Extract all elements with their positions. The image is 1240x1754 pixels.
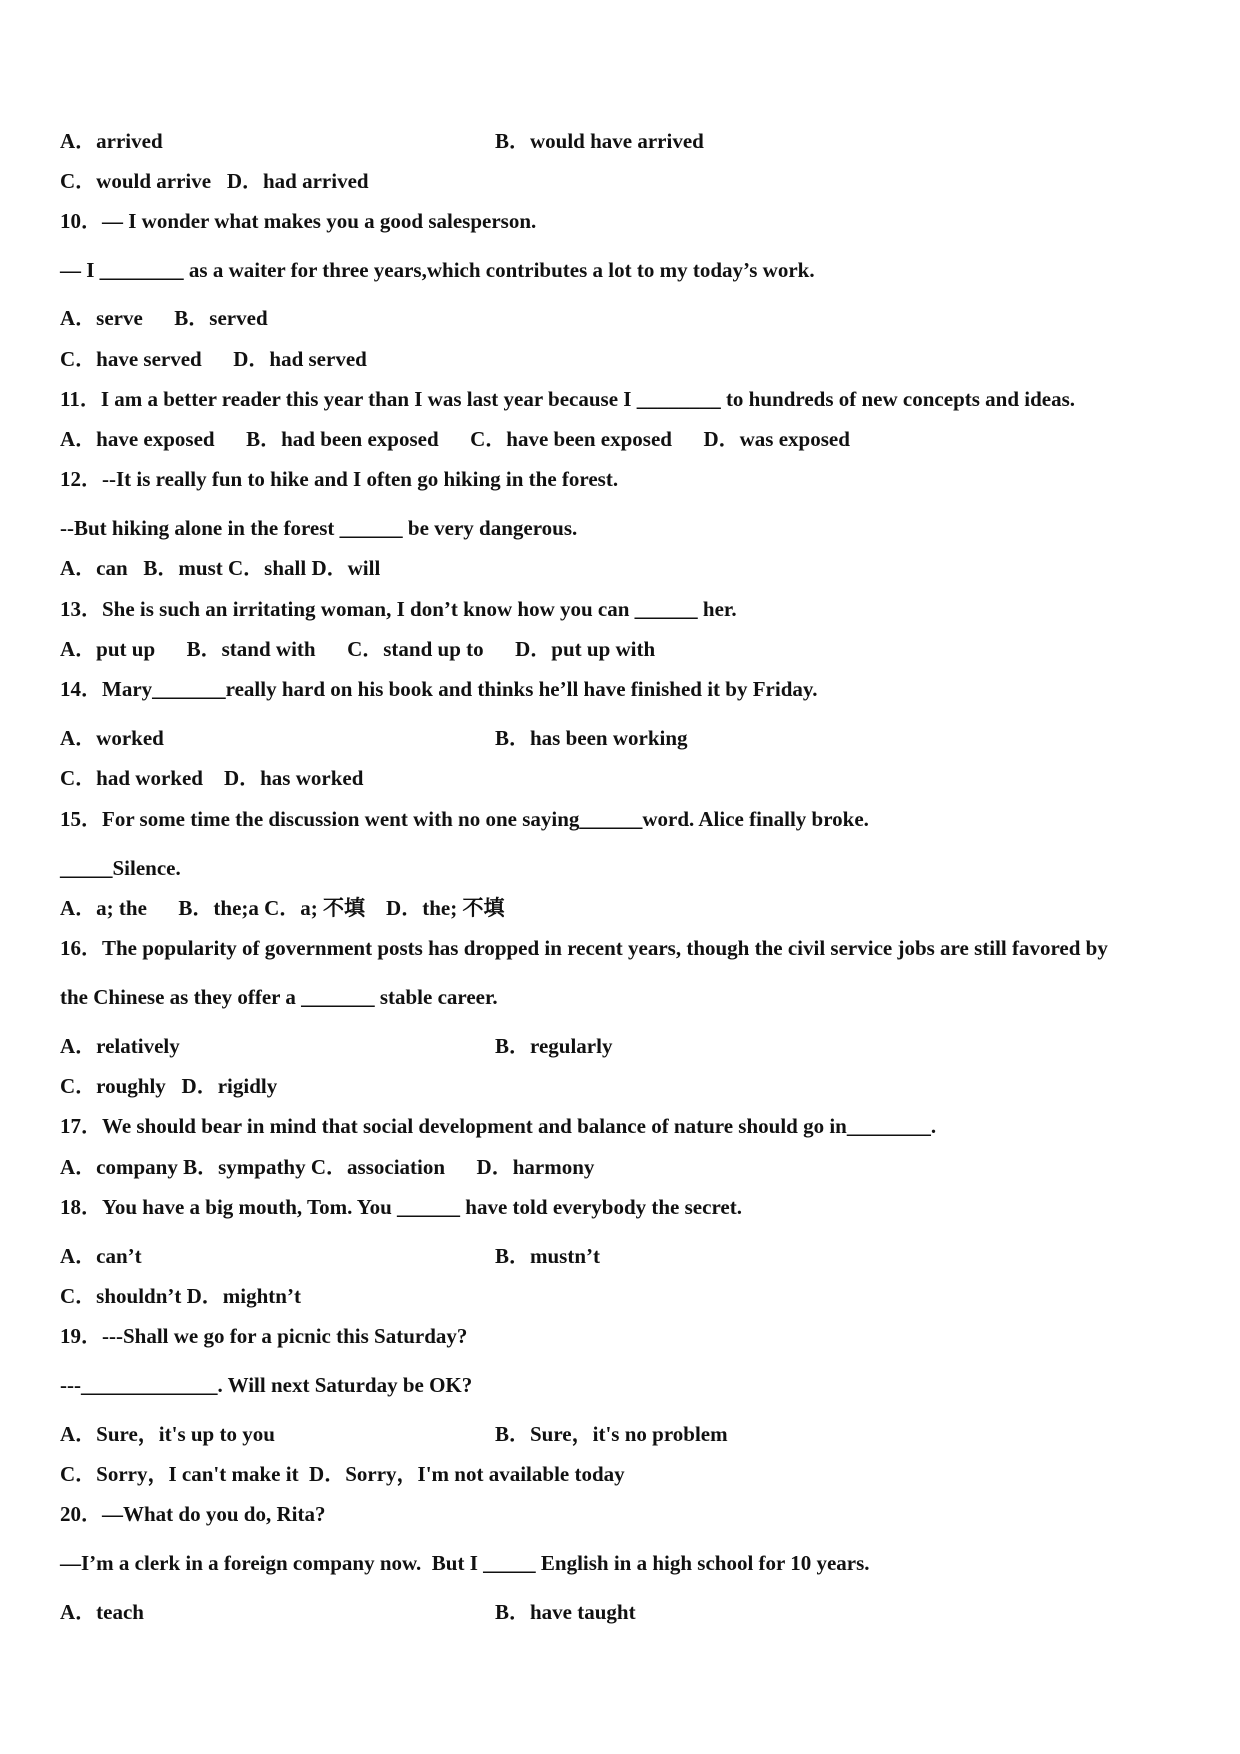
option-line: C．have served D．had served [60,347,367,371]
option-line: A．arrived [60,129,163,153]
option-line: A．have exposed B．had been exposed C．have been exposed D．was exposed [60,427,850,451]
option-line: B．regularly [495,1034,613,1058]
option-line: C．would arrive D．had arrived [60,169,369,193]
option-line: A．serve B．served [60,306,268,330]
question-line: 16．The popularity of government posts has dropped in recent years, though the civil service jobs are still favored by [60,936,1108,960]
option-line: A．company B．sympathy C．association D．harmony [60,1155,595,1179]
option-line: A．Sure，it's up to you [60,1422,275,1446]
question-line: 17．We should bear in mind that social development and balance of nature should go in________. [60,1114,937,1138]
option-line: A．teach [60,1600,144,1624]
question-line: 11．I am a better reader this year than I was last year because I ________ to hundreds of new concepts and ideas. [60,387,1076,411]
question-line: 13．She is such an irritating woman, I don’t know how you can ______ her. [60,597,737,621]
question-line: _____Silence. [60,856,181,880]
option-line: A．worked [60,726,164,750]
option-line: A．put up B．stand with C．stand up to D．put up with [60,637,656,661]
option-line: C．shouldn’t D．mightn’t [60,1284,301,1308]
question-line: 14．Mary_______really hard on his book and thinks he’ll have finished it by Friday. [60,677,818,701]
option-line: B．Sure，it's no problem [495,1422,728,1446]
option-line: A．relatively [60,1034,180,1058]
option-line: C．Sorry，I can't make it D．Sorry，I'm not available today [60,1462,625,1486]
question-line: ---_____________. Will next Saturday be OK? [60,1373,473,1397]
option-line: B．have taught [495,1600,636,1624]
option-line: A．can B．must C．shall D．will [60,556,381,580]
question-line: --But hiking alone in the forest ______ be very dangerous. [60,516,578,540]
option-line: C．roughly D．rigidly [60,1074,278,1098]
question-line: —I’m a clerk in a foreign company now. But I _____ English in a high school for 10 years. [60,1551,870,1575]
question-line: 15．For some time the discussion went with no one saying______word. Alice finally broke. [60,807,869,831]
option-line: C．had worked D．has worked [60,766,364,790]
option-line: B．has been working [495,726,688,750]
option-line: A．can’t [60,1244,142,1268]
option-line: B．would have arrived [495,129,704,153]
question-line: — I ________ as a waiter for three years,which contributes a lot to my today’s work. [60,258,815,282]
question-line: 20．—What do you do, Rita? [60,1502,326,1526]
option-line: A．a; the B．the;a C．a; 不填 D．the; 不填 [60,896,505,920]
question-line: 18．You have a big mouth, Tom. You ______ have told everybody the secret. [60,1195,742,1219]
option-line: B．mustn’t [495,1244,601,1268]
question-line: 12．--It is really fun to hike and I often go hiking in the forest. [60,467,619,491]
question-line: 10．— I wonder what makes you a good salesperson. [60,209,537,233]
question-line: the Chinese as they offer a _______ stable career. [60,985,498,1009]
question-line: 19．---Shall we go for a picnic this Saturday? [60,1324,468,1348]
